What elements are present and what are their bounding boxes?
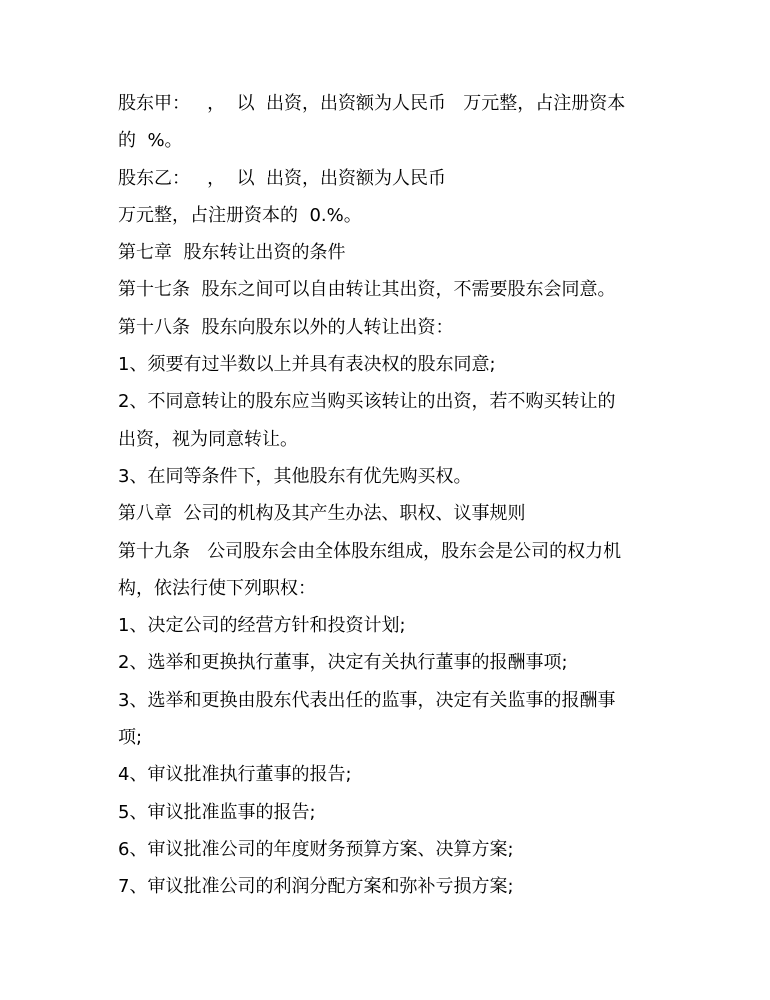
article-18-item-2-cont: 出资，视为同意转让。: [118, 428, 298, 450]
article-19-item-7: 7、审议批准公司的利润分配方案和弥补亏损方案;: [118, 876, 514, 898]
shareholder-a-line-cont: 的 %。: [118, 130, 183, 152]
article-19-item-6: 6、审议批准公司的年度财务预算方案、决算方案;: [118, 838, 514, 860]
shareholder-a-line: 股东甲： ， 以 出资，出资额为人民币 万元整，占注册资本: [118, 93, 626, 114]
article-18: 第十八条 股东向股东以外的人转让出资：: [118, 316, 454, 338]
article-19-item-3: 3、选举和更换由股东代表出任的监事，决定有关监事的报酬事: [118, 689, 616, 711]
article-19: 第十九条 公司股东会由全体股东组成，股东会是公司的权力机: [118, 540, 622, 562]
article-18-item-3: 3、在同等条件下，其他股东有优先购买权。: [118, 465, 472, 487]
article-18-item-2: 2、不同意转让的股东应当购买该转让的出资，若不购买转让的: [118, 391, 616, 413]
shareholder-b-line-cont: 万元整，占注册资本的 0.%。: [118, 204, 362, 226]
article-19-item-3-cont: 项;: [118, 727, 143, 749]
article-19-cont: 构，依法行使下列职权：: [118, 577, 316, 599]
chapter-7-heading: 第七章 股东转让出资的条件: [118, 242, 346, 264]
shareholder-b-line: 股东乙： ， 以 出资，出资额为人民币: [118, 167, 447, 189]
article-19-item-1: 1、决定公司的经营方针和投资计划;: [118, 615, 406, 637]
article-19-item-2: 2、选举和更换执行董事，决定有关执行董事的报酬事项;: [118, 652, 568, 674]
document-body: [118, 85, 658, 906]
article-18-item-1: 1、须要有过半数以上并具有表决权的股东同意;: [118, 354, 496, 376]
article-19-item-5: 5、审议批准监事的报告;: [118, 801, 316, 823]
article-19-item-4: 4、审议批准执行董事的报告;: [118, 764, 352, 786]
chapter-8-heading: 第八章 公司的机构及其产生办法、职权、议事规则: [118, 503, 526, 525]
article-17: 第十七条 股东之间可以自由转让其出资，不需要股东会同意。: [118, 279, 616, 301]
